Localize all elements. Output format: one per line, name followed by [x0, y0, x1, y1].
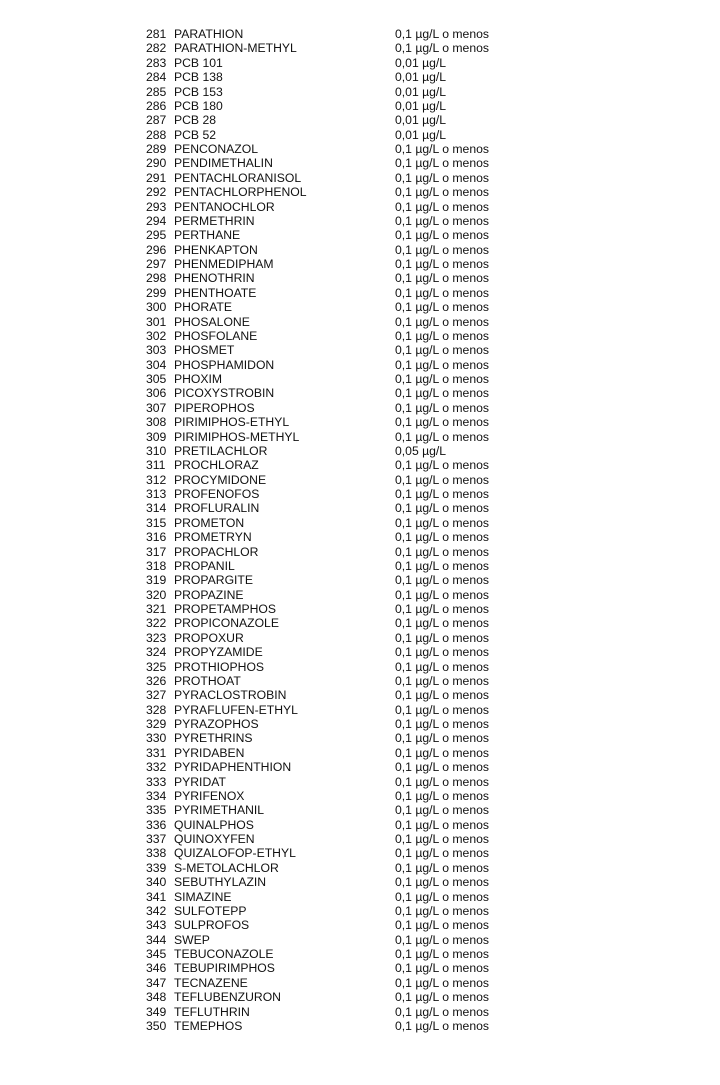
substance-name: PROFLURALIN — [174, 501, 260, 516]
item-number: 327 — [146, 688, 167, 703]
item-number: 311 — [146, 458, 166, 473]
item-number: 347 — [146, 975, 167, 990]
item-number: 296 — [146, 242, 167, 257]
substance-list — [0, 27, 720, 1033]
item-number: 289 — [146, 142, 167, 156]
item-number: 314 — [146, 501, 167, 516]
limit-value: 0,1 µg/L o menos — [395, 41, 489, 56]
substance-name: PARATHION-METHYL — [174, 41, 297, 56]
item-number: 295 — [146, 228, 167, 243]
limit-value: 0,1 µg/L o menos — [395, 932, 489, 947]
substance-name: PHENTHOATE — [174, 285, 257, 300]
substance-name: TEFLUTHRIN — [174, 1004, 250, 1019]
substance-name: PYRAZOPHOS — [174, 717, 259, 731]
limit-value: 0,1 µg/L o menos — [395, 903, 489, 918]
item-number: 349 — [146, 1004, 167, 1019]
substance-name: PHENMEDIPHAM — [174, 257, 274, 271]
list-item — [0, 933, 720, 947]
item-number: 301 — [146, 314, 167, 329]
item-number: 344 — [146, 932, 167, 947]
list-item — [0, 990, 720, 1004]
item-number: 288 — [146, 127, 167, 142]
limit-value: 0,1 µg/L o menos — [395, 170, 489, 185]
limit-value: 0,1 µg/L o menos — [395, 515, 489, 530]
item-number: 346 — [146, 961, 167, 976]
substance-name: PHORATE — [174, 300, 233, 315]
substance-name: PHOSPHAMIDON — [174, 357, 275, 372]
list-item — [0, 415, 720, 429]
substance-name: PCB 180 — [174, 98, 223, 113]
limit-value: 0,1 µg/L o menos — [395, 429, 489, 444]
list-item — [0, 875, 720, 889]
item-number: 305 — [146, 372, 167, 386]
list-item — [0, 343, 720, 357]
limit-value: 0,01 µg/L — [395, 70, 447, 85]
item-number: 339 — [146, 860, 167, 875]
limit-value: 0,1 µg/L o menos — [395, 285, 489, 300]
item-number: 285 — [146, 84, 167, 99]
limit-value: 0,1 µg/L o menos — [395, 602, 489, 616]
limit-value: 0,1 µg/L o menos — [395, 760, 489, 775]
list-item — [0, 1005, 720, 1019]
list-item — [0, 588, 720, 602]
limit-value: 0,1 µg/L o menos — [395, 372, 489, 386]
substance-name: PICOXYSTROBIN — [174, 386, 275, 401]
list-item — [0, 430, 720, 444]
item-number: 306 — [146, 386, 167, 401]
list-item — [0, 861, 720, 875]
substance-name: PENTACHLORPHENOL — [174, 185, 307, 200]
substance-name: SIMAZINE — [174, 889, 232, 904]
substance-name: SULFOTEPP — [174, 903, 247, 918]
list-item — [0, 961, 720, 975]
item-number: 320 — [146, 587, 167, 602]
item-number: 307 — [146, 400, 167, 415]
substance-name: QUIZALOFOP-ETHYL — [174, 846, 296, 861]
item-number: 321 — [146, 602, 167, 616]
substance-name: PCB 153 — [174, 84, 223, 99]
item-number: 284 — [146, 70, 167, 85]
list-item — [0, 458, 720, 472]
item-number: 343 — [146, 918, 167, 933]
limit-value: 0,1 µg/L o menos — [395, 487, 489, 501]
substance-name: PYRACLOSTROBIN — [174, 688, 287, 703]
limit-value: 0,1 µg/L o menos — [395, 271, 489, 286]
item-number: 312 — [146, 472, 167, 487]
item-number: 317 — [146, 544, 167, 559]
item-number: 330 — [146, 731, 167, 746]
list-item — [0, 890, 720, 904]
limit-value: 0,1 µg/L o menos — [395, 817, 489, 832]
list-item — [0, 559, 720, 573]
list-item — [0, 904, 720, 918]
list-item — [0, 947, 720, 961]
substance-name: PROPACHLOR — [174, 544, 259, 559]
substance-name: SEBUTHYLAZIN — [174, 875, 267, 890]
limit-value: 0,1 µg/L o menos — [395, 573, 489, 588]
item-number: 329 — [146, 717, 167, 731]
substance-name: PRETILACHLOR — [174, 443, 268, 458]
list-item — [0, 789, 720, 803]
item-number: 335 — [146, 803, 167, 818]
limit-value: 0,1 µg/L o menos — [395, 544, 489, 559]
list-item — [0, 530, 720, 544]
item-number: 322 — [146, 616, 167, 631]
substance-name: PROPETAMPHOS — [174, 602, 277, 616]
limit-value: 0,1 µg/L o menos — [395, 731, 489, 746]
limit-value: 0,1 µg/L o menos — [395, 328, 489, 343]
limit-value: 0,1 µg/L o menos — [395, 745, 489, 760]
list-item — [0, 386, 720, 400]
limit-value: 0,1 µg/L o menos — [395, 213, 489, 228]
list-item — [0, 271, 720, 285]
list-item — [0, 516, 720, 530]
list-item — [0, 1019, 720, 1033]
list-item — [0, 775, 720, 789]
item-number: 292 — [146, 185, 167, 200]
limit-value: 0,1 µg/L o menos — [395, 875, 489, 890]
limit-value: 0,1 µg/L o menos — [395, 717, 489, 731]
substance-name: PROTHIOPHOS — [174, 659, 265, 674]
limit-value: 0,1 µg/L o menos — [395, 1018, 489, 1033]
substance-name: PCB 138 — [174, 70, 223, 85]
list-item — [0, 602, 720, 616]
limit-value: 0,1 µg/L o menos — [395, 257, 489, 271]
item-number: 299 — [146, 285, 167, 300]
limit-value: 0,1 µg/L o menos — [395, 185, 489, 200]
list-item — [0, 128, 720, 142]
limit-value: 0,1 µg/L o menos — [395, 199, 489, 214]
limit-value: 0,01 µg/L — [395, 113, 447, 128]
substance-name: TEBUPIRIMPHOS — [174, 961, 275, 976]
substance-name: PROTHOAT — [174, 673, 241, 688]
limit-value: 0,1 µg/L o menos — [395, 860, 489, 875]
limit-value: 0,1 µg/L o menos — [395, 803, 489, 818]
limit-value: 0,1 µg/L o menos — [395, 242, 489, 257]
substance-name: TECNAZENE — [174, 975, 248, 990]
list-item — [0, 473, 720, 487]
substance-name: PERMETHRIN — [174, 213, 255, 228]
substance-name: PIRIMIPHOS-ETHYL — [174, 415, 290, 430]
limit-value: 0,1 µg/L o menos — [395, 314, 489, 329]
substance-name: PIPEROPHOS — [174, 400, 255, 415]
list-item — [0, 372, 720, 386]
item-number: 304 — [146, 357, 167, 372]
list-item — [0, 171, 720, 185]
list-item — [0, 760, 720, 774]
substance-name: PROMETON — [174, 515, 245, 530]
item-number: 300 — [146, 300, 167, 315]
substance-name: PCB 52 — [174, 127, 217, 142]
list-item — [0, 674, 720, 688]
limit-value: 0,01 µg/L — [395, 127, 447, 142]
limit-value: 0,01 µg/L — [395, 84, 447, 99]
limit-value: 0,1 µg/L o menos — [395, 156, 489, 171]
limit-value: 0,1 µg/L o menos — [395, 530, 489, 545]
list-item — [0, 214, 720, 228]
item-number: 315 — [146, 515, 167, 530]
item-number: 332 — [146, 760, 167, 775]
limit-value: 0,1 µg/L o menos — [395, 458, 489, 473]
limit-value: 0,1 µg/L o menos — [395, 961, 489, 976]
limit-value: 0,1 µg/L o menos — [395, 990, 489, 1005]
list-item — [0, 703, 720, 717]
item-number: 302 — [146, 328, 167, 343]
limit-value: 0,1 µg/L o menos — [395, 673, 489, 688]
item-number: 303 — [146, 343, 167, 358]
limit-value: 0,1 µg/L o menos — [395, 27, 489, 41]
substance-name: PIRIMIPHOS-METHYL — [174, 429, 300, 444]
list-item — [0, 185, 720, 199]
list-item — [0, 631, 720, 645]
substance-name: TEFLUBENZURON — [174, 990, 281, 1005]
item-number: 310 — [146, 443, 167, 458]
item-number: 338 — [146, 846, 167, 861]
substance-name: TEMEPHOS — [174, 1018, 243, 1033]
item-number: 283 — [146, 55, 167, 70]
substance-name: PERTHANE — [174, 228, 241, 243]
item-number: 318 — [146, 558, 167, 573]
list-item — [0, 444, 720, 458]
substance-name: QUINOXYFEN — [174, 832, 255, 846]
list-item — [0, 200, 720, 214]
limit-value: 0,1 µg/L o menos — [395, 774, 489, 789]
substance-name: QUINALPHOS — [174, 817, 254, 832]
list-item — [0, 257, 720, 271]
list-item — [0, 545, 720, 559]
substance-name: PROCYMIDONE — [174, 472, 267, 487]
list-item — [0, 27, 720, 41]
list-item — [0, 243, 720, 257]
item-number: 348 — [146, 990, 167, 1005]
substance-name: PYRIDAT — [174, 774, 226, 789]
substance-name: PROPARGITE — [174, 573, 254, 588]
substance-name: PHOXIM — [174, 372, 223, 386]
limit-value: 0,01 µg/L — [395, 98, 447, 113]
substance-name: PYRIDAPHENTHION — [174, 760, 292, 775]
substance-name: TEBUCONAZOLE — [174, 947, 274, 961]
list-item — [0, 645, 720, 659]
limit-value: 0,1 µg/L o menos — [395, 947, 489, 961]
item-number: 298 — [146, 271, 167, 286]
list-item — [0, 286, 720, 300]
item-number: 294 — [146, 213, 167, 228]
substance-name: PENCONAZOL — [174, 142, 258, 156]
limit-value: 0,1 µg/L o menos — [395, 228, 489, 243]
substance-name: PYRIMETHANIL — [174, 803, 265, 818]
item-number: 350 — [146, 1018, 167, 1033]
limit-value: 0,1 µg/L o menos — [395, 889, 489, 904]
limit-value: 0,1 µg/L o menos — [395, 702, 489, 717]
list-item — [0, 832, 720, 846]
limit-value: 0,1 µg/L o menos — [395, 659, 489, 674]
limit-value: 0,1 µg/L o menos — [395, 918, 489, 933]
item-number: 323 — [146, 630, 167, 645]
list-item — [0, 616, 720, 630]
list-item — [0, 746, 720, 760]
substance-name: PCB 101 — [174, 55, 223, 70]
item-number: 319 — [146, 573, 167, 588]
substance-name: PROCHLORAZ — [174, 458, 259, 473]
item-number: 293 — [146, 199, 167, 214]
limit-value: 0,1 µg/L o menos — [395, 587, 489, 602]
list-item — [0, 401, 720, 415]
item-number: 297 — [146, 257, 167, 271]
item-number: 336 — [146, 817, 167, 832]
substance-name: PROPAZINE — [174, 587, 244, 602]
list-item — [0, 315, 720, 329]
list-item — [0, 358, 720, 372]
list-item — [0, 487, 720, 501]
list-item — [0, 717, 720, 731]
list-item — [0, 688, 720, 702]
substance-name: SULPROFOS — [174, 918, 250, 933]
item-number: 342 — [146, 903, 167, 918]
limit-value: 0,1 µg/L o menos — [395, 788, 489, 803]
limit-value: 0,1 µg/L o menos — [395, 975, 489, 990]
list-item — [0, 731, 720, 745]
substance-name: PENTANOCHLOR — [174, 199, 275, 214]
limit-value: 0,1 µg/L o menos — [395, 142, 489, 156]
list-item — [0, 228, 720, 242]
limit-value: 0,1 µg/L o menos — [395, 630, 489, 645]
substance-name: PYRIDABEN — [174, 745, 245, 760]
substance-name: PHENKAPTON — [174, 242, 258, 257]
substance-name: PHOSMET — [174, 343, 235, 358]
list-item — [0, 329, 720, 343]
item-number: 341 — [146, 889, 167, 904]
item-number: 290 — [146, 156, 167, 171]
list-item — [0, 300, 720, 314]
list-item — [0, 818, 720, 832]
limit-value: 0,1 µg/L o menos — [395, 400, 489, 415]
item-number: 316 — [146, 530, 167, 545]
limit-value: 0,1 µg/L o menos — [395, 558, 489, 573]
limit-value: 0,1 µg/L o menos — [395, 616, 489, 631]
list-item — [0, 70, 720, 84]
limit-value: 0,1 µg/L o menos — [395, 357, 489, 372]
item-number: 331 — [146, 745, 167, 760]
list-item — [0, 142, 720, 156]
substance-name: PHOSFOLANE — [174, 328, 258, 343]
limit-value: 0,1 µg/L o menos — [395, 501, 489, 516]
limit-value: 0,1 µg/L o menos — [395, 343, 489, 358]
list-item — [0, 41, 720, 55]
item-number: 287 — [146, 113, 167, 128]
substance-name: PROMETRYN — [174, 530, 252, 545]
limit-value: 0,01 µg/L — [395, 55, 447, 70]
substance-name: PCB 28 — [174, 113, 217, 128]
item-number: 326 — [146, 673, 167, 688]
list-item — [0, 573, 720, 587]
limit-value: 0,1 µg/L o menos — [395, 832, 489, 846]
substance-name: S-METOLACHLOR — [174, 860, 279, 875]
limit-value: 0,1 µg/L o menos — [395, 300, 489, 315]
substance-name: PARATHION — [174, 27, 244, 41]
limit-value: 0,1 µg/L o menos — [395, 846, 489, 861]
item-number: 333 — [146, 774, 167, 789]
item-number: 325 — [146, 659, 167, 674]
list-item — [0, 918, 720, 932]
substance-name: PROPOXUR — [174, 630, 244, 645]
item-number: 345 — [146, 947, 167, 961]
list-item — [0, 156, 720, 170]
substance-name: PENDIMETHALIN — [174, 156, 273, 171]
item-number: 328 — [146, 702, 167, 717]
list-item — [0, 56, 720, 70]
substance-name: PHOSALONE — [174, 314, 250, 329]
substance-name: PENTACHLORANISOL — [174, 170, 302, 185]
item-number: 286 — [146, 98, 167, 113]
substance-name: PYRAFLUFEN-ETHYL — [174, 702, 298, 717]
item-number: 308 — [146, 415, 167, 430]
substance-name: PYRETHRINS — [174, 731, 253, 746]
substance-name: SWEP — [174, 932, 210, 947]
substance-name: PROPANIL — [174, 558, 235, 573]
substance-name: PYRIFENOX — [174, 788, 245, 803]
list-item — [0, 846, 720, 860]
limit-value: 0,1 µg/L o menos — [395, 1004, 489, 1019]
list-item — [0, 85, 720, 99]
item-number: 340 — [146, 875, 167, 890]
item-number: 324 — [146, 645, 167, 660]
limit-value: 0,1 µg/L o menos — [395, 688, 489, 703]
list-item — [0, 660, 720, 674]
limit-value: 0,1 µg/L o menos — [395, 472, 489, 487]
list-item — [0, 113, 720, 127]
item-number: 309 — [146, 429, 167, 444]
list-item — [0, 803, 720, 817]
substance-name: PROFENOFOS — [174, 487, 260, 501]
item-number: 313 — [146, 487, 167, 501]
limit-value: 0,05 µg/L — [395, 443, 447, 458]
item-number: 334 — [146, 788, 167, 803]
item-number: 337 — [146, 832, 167, 846]
limit-value: 0,1 µg/L o menos — [395, 645, 489, 660]
substance-name: PHENOTHRIN — [174, 271, 255, 286]
limit-value: 0,1 µg/L o menos — [395, 386, 489, 401]
list-item — [0, 99, 720, 113]
list-item — [0, 501, 720, 515]
substance-name: PROPICONAZOLE — [174, 616, 279, 631]
item-number: 291 — [146, 170, 167, 185]
limit-value: 0,1 µg/L o menos — [395, 415, 489, 430]
list-item — [0, 976, 720, 990]
item-number: 281 — [146, 27, 167, 41]
substance-name: PROPYZAMIDE — [174, 645, 263, 660]
item-number: 282 — [146, 41, 167, 56]
